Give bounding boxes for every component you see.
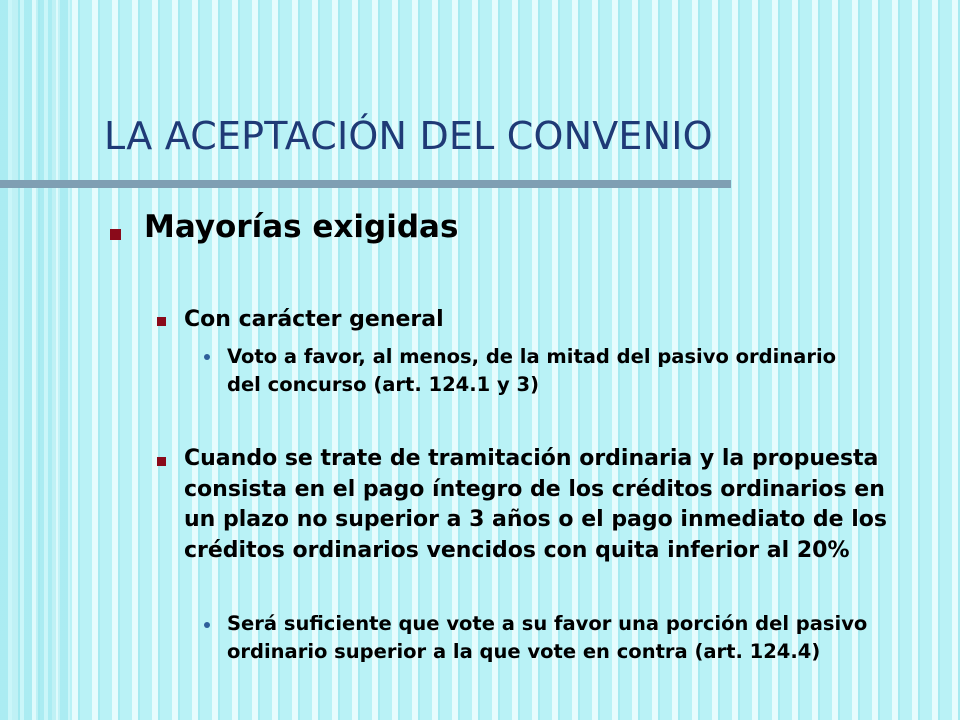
title-divider [0,180,731,188]
subsection-detail: Será suficiente que vote a su favor una porción del pasivo ordinario superior a la que vote en contra (art. 124.4) [227,612,868,663]
subsection-label: Cuando se trate de tramitación ordinaria y la propuesta consista en el pago íntegro de los créditos ordinarios en un plazo no superior a 3 años o el pago inmediato de los créditos ordinarios vencidos con quita inferior al 20% [184,446,887,563]
square-bullet-icon [110,229,121,240]
subsection-detail: Voto a favor, al menos, de la mitad del pasivo ordinario del concurso (art. 124.1 y 3) [227,345,837,396]
section-heading: Mayorías exigidas [144,209,459,245]
square-bullet-icon [157,317,166,326]
subsection-label: Con carácter general [184,307,444,332]
dot-bullet-icon [204,354,210,360]
slide-title: LA ACEPTACIÓN DEL CONVENIO [104,114,713,158]
square-bullet-icon [157,457,166,466]
background-left-band [0,0,70,720]
dot-bullet-icon [204,622,210,628]
